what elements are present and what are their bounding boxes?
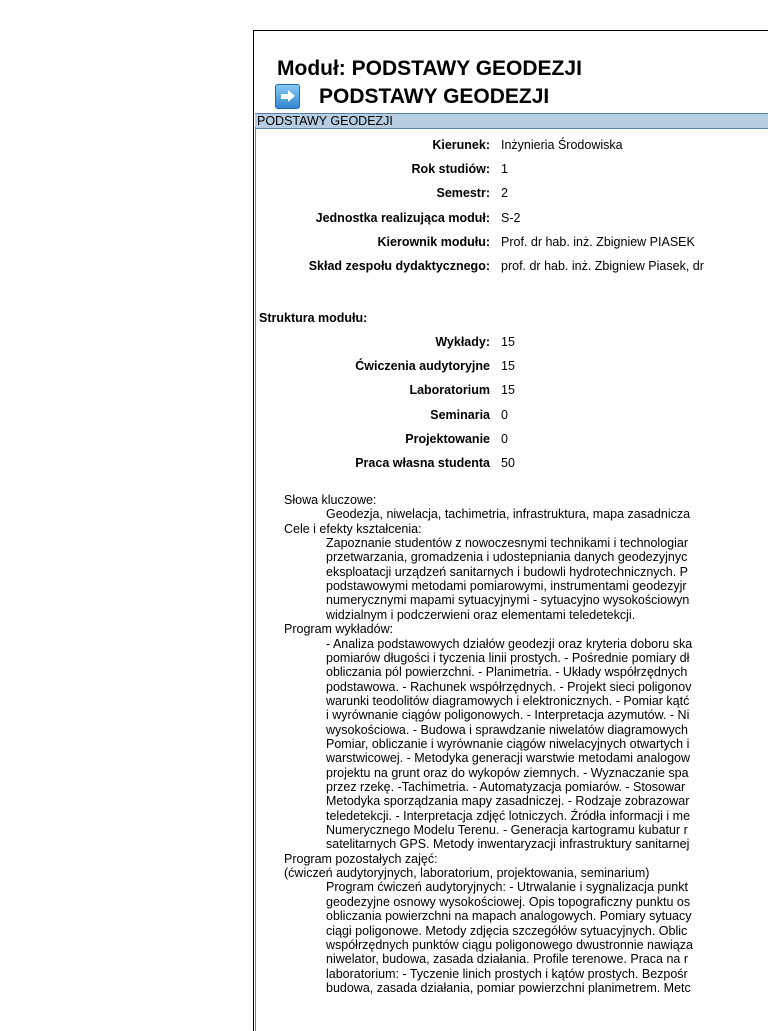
info-label: Rok studiów: [411, 162, 490, 176]
body-line: niwelator, budowa, zasada działania. Profile terenowe. Praca na r [326, 952, 689, 967]
body-line: satelitarnych GPS. Metody inwentaryzacji infrastruktury sanitarnej [326, 837, 690, 852]
body-line: widzialnym i podczerwieni oraz elementami teledetekcji. [326, 607, 636, 622]
structure-label: Struktura modułu: [259, 311, 368, 325]
body-line: eksploatacji urządzeń sanitarnych i budowli hydrotechnicznych. P [326, 564, 688, 579]
structure-label-cell: Praca własna studenta [355, 456, 490, 470]
section-bar: PODSTAWY GEODEZJI [255, 113, 768, 129]
module-details-panel [255, 127, 768, 1031]
body-line: teledetekcji. - Interpretacja zdjęć lotniczych. Źródła informacji i me [326, 808, 691, 823]
structure-value-cell: 15 [501, 383, 515, 397]
info-value: Prof. dr hab. inż. Zbigniew PIASEK [501, 235, 695, 249]
body-line: Geodezja, niwelacja, tachimetria, infrastruktura, mapa zasadnicza [326, 507, 691, 522]
structure-value-cell: 50 [501, 456, 515, 470]
body-line: podstawowa. - Rachunek współrzędnych. - Projekt sieci poligonov [326, 679, 692, 694]
body-line: obliczania pól powierzchni. - Planimetria. - Układy współrzędnych [326, 665, 688, 680]
structure-label-cell: Laboratorium [409, 383, 490, 397]
body-line: warunki teodolitów diagramowych i elektronicznych. - Pomiar kątć [326, 693, 690, 708]
body-line: laboratorium: - Tyczenie linich prostych i kątów prostych. Bezpośr [326, 966, 688, 981]
structure-label-cell: Ćwiczenia audytoryjne [355, 359, 490, 373]
body-line: - Analiza podstawowych działów geodezji oraz kryteria doboru ska [326, 636, 693, 651]
structure-label-cell: Seminaria [430, 408, 490, 422]
section-heading: Cele i efekty kształcenia: [284, 521, 422, 536]
info-label: Kierownik modułu: [377, 235, 490, 249]
subject-title: PODSTAWY GEODEZJI [319, 85, 550, 108]
structure-value-cell: 15 [501, 359, 515, 373]
info-value: S-2 [501, 211, 521, 225]
document-frame [253, 30, 768, 1031]
body-line: pomiarów długości i tyczenia linii prostych. - Pośrednie pomiary dł [326, 650, 690, 665]
section-heading: Program wykładów: [284, 622, 394, 637]
body-line: Program ćwiczeń audytoryjnych: - Utrwalanie i sygnalizacja punkt [326, 880, 688, 895]
body-line: projektu na grunt oraz do wykopów ziemnych. - Wyznaczanie spa [326, 765, 689, 780]
info-value: 2 [501, 186, 508, 200]
body-line: Pomiar, obliczanie i wyrównanie ciągów niwelacyjnych otwartych i [326, 736, 690, 751]
body-line: geodezyjne osnowy wysokościowej. Opis topograficzny punktu os [326, 894, 691, 909]
info-label: Skład zespołu dydaktycznego: [308, 259, 490, 273]
body-line: budowa, zasada działania, pomiar powierzchni planimetrem. Metc [326, 980, 691, 995]
structure-value-cell: 0 [501, 432, 508, 446]
structure-value-cell: 0 [501, 408, 508, 422]
body-line: współrzędnych punktów ciągu poligonowego dwustronnie nawiąza [326, 937, 693, 952]
body-line: przez rzekę. -Tachimetria. - Automatyzacja pomiarów. - Stosowar [326, 780, 686, 794]
body-line: wysokościowa. - Budowa i sprawdzanie niwelatów diagramowych [326, 722, 688, 737]
structure-label-cell: Projektowanie [405, 432, 490, 446]
body-line: Metodyka sporządzania mapy zasadniczej. - Rodzaje zobrazowar [326, 794, 690, 809]
section-heading: Słowa kluczowe: [284, 493, 377, 507]
body-line: warstwicowej. - Metodyka generacji warstwie metodami analogow [326, 751, 691, 766]
structure-label-cell: Wykłady: [435, 335, 490, 349]
body-line: ciągi poligonowe. Metody zdjęcia szczegółów sytuacyjnych. Oblic [326, 923, 688, 938]
info-label: Semestr: [436, 186, 490, 200]
body-line: i wyrównanie ciągów poligonowych. - Interpretacja azymutów. - Ni [326, 708, 690, 723]
section-heading: Program pozostałych zajęć: [284, 851, 438, 866]
body-line: numerycznymi mapami sytuacyjnymi - sytuacyjno wysokościowyn [326, 593, 690, 608]
body-line: Zapoznanie studentów z nowoczesnymi technikami i technologiar [326, 536, 688, 551]
section-heading: (ćwiczeń audytoryjnych, laboratorium, projektowania, seminarium) [284, 866, 650, 881]
arrow-right-icon[interactable] [275, 84, 300, 109]
info-label: Kierunek: [432, 138, 490, 152]
info-value: 1 [501, 162, 508, 176]
structure-value-cell: 15 [501, 335, 515, 349]
body-line: podstawowymi metodami pomiarowymi, instrumentami geodezyjr [326, 579, 687, 594]
body-line: Numerycznego Modelu Terenu. - Generacja kartogramu kubatur r [326, 823, 688, 838]
info-value: prof. dr hab. inż. Zbigniew Piasek, dr [501, 259, 704, 273]
info-value: Inżynieria Środowiska [501, 138, 623, 152]
body-line: obliczania powierzchni na mapach analogowych. Pomiary sytuacy [326, 909, 692, 924]
info-label: Jednostka realizująca moduł: [315, 211, 490, 225]
body-line: przetwarzania, gromadzenia i udostepniania danych geodezyjnyc [326, 550, 688, 565]
page-title: Moduł: PODSTAWY GEODEZJI [277, 57, 582, 80]
